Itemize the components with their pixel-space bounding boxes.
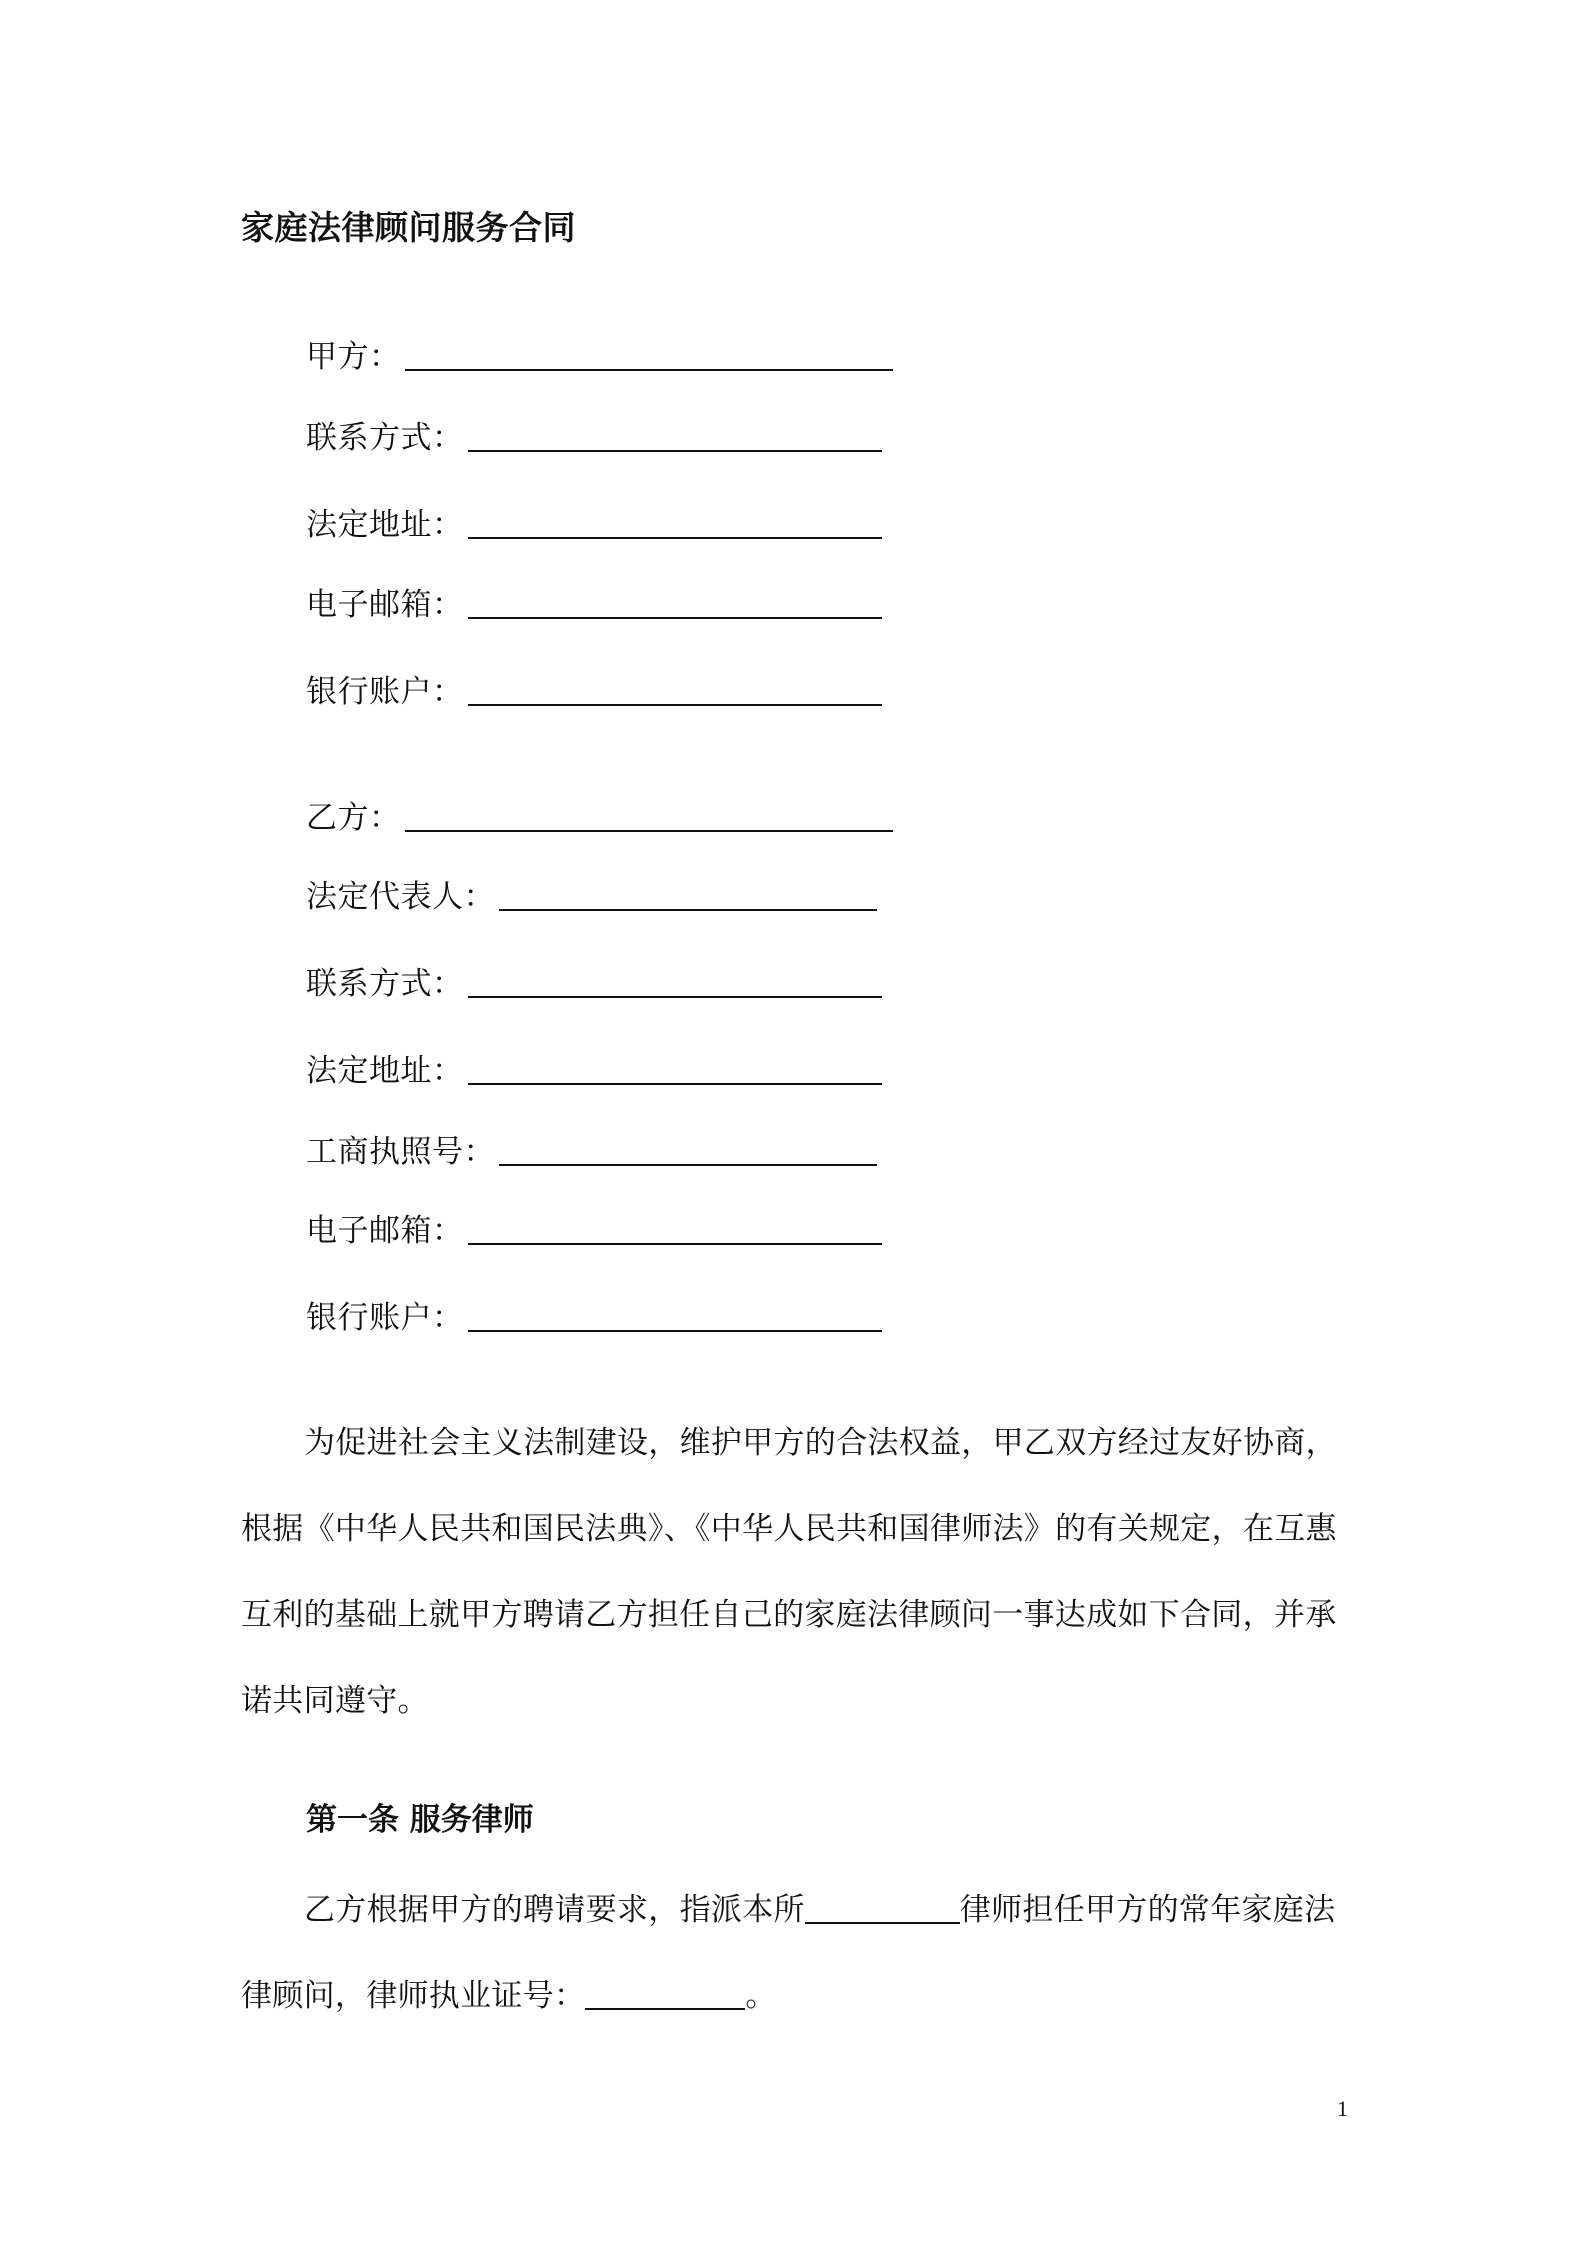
article-1-line: 律顾问，律师执业证号： 。 xyxy=(241,1978,777,2014)
party-a-email-field xyxy=(306,580,882,630)
party-a-address-field xyxy=(306,500,882,550)
party-a-address-blank[interactable] xyxy=(468,507,882,539)
party-a-name-label: 甲方： xyxy=(306,339,401,375)
party-b-address-label: 法定地址： xyxy=(306,1053,464,1089)
party-b-bank-field xyxy=(306,1293,882,1343)
party-a-name-blank[interactable] xyxy=(405,339,893,371)
party-a-email-blank[interactable] xyxy=(468,587,882,619)
license-number-blank[interactable] xyxy=(585,1978,745,2010)
preamble-line: 根据《中华人民共和国民法典》、《中华人民共和国律师法》的有关规定，在互惠 xyxy=(241,1511,1337,1547)
preamble-paragraph xyxy=(241,1400,1353,1744)
party-a-email-label: 电子邮箱： xyxy=(306,587,464,623)
party-b-name-blank[interactable] xyxy=(405,800,893,832)
preamble-line: 诺共同遵守。 xyxy=(241,1683,429,1719)
preamble-line: 为促进社会主义法制建设，维护甲方的合法权益，甲乙双方经过友好协商， xyxy=(304,1425,1337,1461)
party-b-representative-label: 法定代表人： xyxy=(306,879,495,915)
party-a-bank-blank[interactable] xyxy=(468,674,882,706)
party-b-contact-field xyxy=(306,959,882,1009)
preamble-line: 互利的基础上就甲方聘请乙方担任自己的家庭法律顾问一事达成如下合同，并承 xyxy=(241,1597,1337,1633)
party-b-email-label: 电子邮箱： xyxy=(306,1213,464,1249)
party-a-name-field xyxy=(306,332,893,382)
party-b-license-label: 工商执照号： xyxy=(306,1134,495,1170)
party-a-bank-field xyxy=(306,667,882,717)
article-1-paragraph xyxy=(241,1867,1353,2039)
article-1-heading: 第一条 服务律师 xyxy=(306,1802,534,1838)
party-b-contact-blank[interactable] xyxy=(468,966,882,998)
party-b-representative-field xyxy=(306,872,877,922)
party-a-address-label: 法定地址： xyxy=(306,507,464,543)
party-b-representative-blank[interactable] xyxy=(499,879,877,911)
party-b-name-field xyxy=(306,793,893,843)
lawyer-name-blank[interactable] xyxy=(805,1892,960,1924)
party-b-bank-blank[interactable] xyxy=(468,1300,882,1332)
party-b-email-blank[interactable] xyxy=(468,1213,882,1245)
party-a-contact-blank[interactable] xyxy=(468,420,882,452)
party-b-name-label: 乙方： xyxy=(306,800,401,836)
party-a-bank-label: 银行账户： xyxy=(306,674,464,710)
party-b-bank-label: 银行账户： xyxy=(306,1300,464,1336)
party-b-contact-label: 联系方式： xyxy=(306,966,464,1002)
party-b-license-field xyxy=(306,1127,877,1177)
party-b-address-field xyxy=(306,1046,882,1096)
page-number: 1 xyxy=(1337,2096,1348,2121)
party-b-email-field xyxy=(306,1206,882,1256)
article-1-line: 乙方根据甲方的聘请要求，指派本所 律师担任甲方的常年家庭法 xyxy=(304,1892,1336,1928)
party-a-contact-field xyxy=(306,413,882,463)
party-b-address-blank[interactable] xyxy=(468,1053,882,1085)
document-title: 家庭法律顾问服务合同 xyxy=(241,208,576,247)
party-b-license-blank[interactable] xyxy=(499,1134,877,1166)
party-a-contact-label: 联系方式： xyxy=(306,420,464,456)
